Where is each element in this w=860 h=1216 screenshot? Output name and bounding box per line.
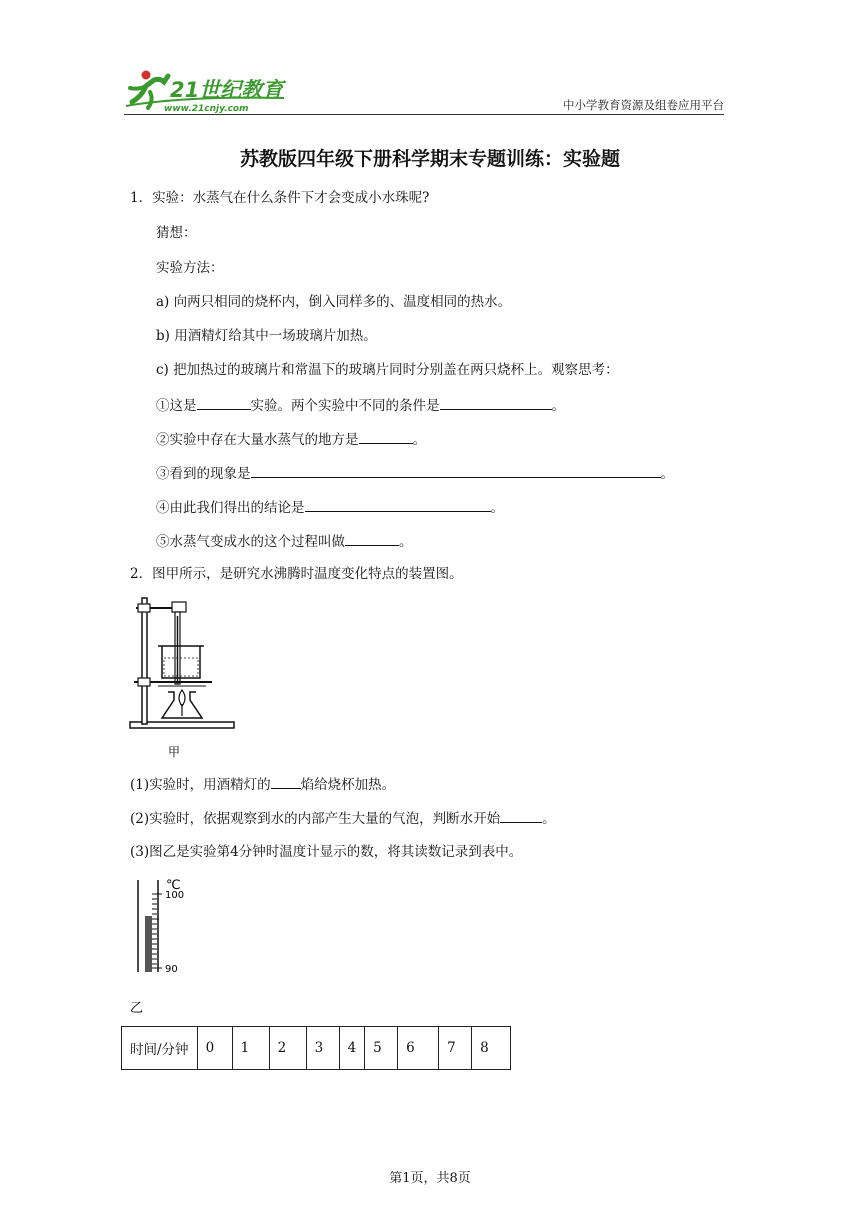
- q1-sub2: [156, 429, 426, 449]
- header-divider: [124, 114, 724, 115]
- q1-sub5-text-a: ⑤水蒸气变成水的这个过程叫做: [156, 534, 345, 550]
- q1-sub1-text-a: ①这是: [156, 398, 197, 414]
- q1-stem: 1．实验：水蒸气在什么条件下才会变成小水珠呢?: [130, 190, 430, 206]
- answer-blank[interactable]: [305, 497, 491, 512]
- q2-stem: 2．图甲所示，是研究水沸腾时温度变化特点的装置图。: [130, 566, 463, 582]
- answer-blank[interactable]: [440, 395, 552, 410]
- time-cell: 8: [472, 1027, 511, 1070]
- document-title: 苏教版四年级下册科学期末专题训练：实验题: [239, 148, 620, 170]
- q1-step-b: b) 用酒精灯给其中一场玻璃片加热。: [156, 328, 377, 344]
- q1-sub4: [156, 497, 504, 517]
- time-cell: 6: [398, 1027, 439, 1070]
- answer-blank[interactable]: [251, 463, 661, 478]
- q1-sub3-text-b: 。: [660, 466, 674, 482]
- q1-sub4-text-a: ④由此我们得出的结论是: [156, 500, 305, 516]
- page-footer: 第1页，共8页: [389, 1171, 471, 1186]
- logo-text: 21世纪教育: [170, 78, 284, 102]
- table-row: [122, 1027, 511, 1070]
- answer-blank[interactable]: [345, 531, 399, 546]
- q1-sub1-text-c: 。: [551, 398, 565, 414]
- q1-sub4-text-b: 。: [490, 500, 504, 516]
- answer-blank[interactable]: [500, 808, 542, 823]
- q1-method: 实验方法：: [156, 260, 224, 276]
- q2-part2-text-a: (2)实验时，依据观察到水的内部产生大量的气泡，判断水开始: [130, 811, 501, 827]
- thermo-90: 90: [165, 964, 178, 975]
- time-cell: 3: [306, 1027, 339, 1070]
- time-cell: 1: [232, 1027, 269, 1070]
- answer-blank[interactable]: [271, 774, 301, 789]
- time-cell: 7: [439, 1027, 472, 1070]
- answer-blank[interactable]: [359, 429, 413, 444]
- fig1-caption: 甲: [168, 745, 181, 759]
- time-cell: 2: [269, 1027, 306, 1070]
- q2-part1-text-b: 焰给烧杯加热。: [300, 777, 396, 793]
- q2-part1-text-a: (1)实验时，用酒精灯的: [130, 777, 271, 793]
- time-cell: 5: [365, 1027, 398, 1070]
- time-table: [121, 1026, 511, 1070]
- time-cell: 4: [339, 1027, 365, 1070]
- q1-sub2-text-b: 。: [412, 432, 426, 448]
- q1-sub3-text-a: ③看到的现象是: [156, 466, 251, 482]
- q1-step-c: c) 把加热过的玻璃片和常温下的玻璃片同时分别盖在两只烧杯上。观察思考：: [156, 362, 619, 378]
- platform-label: 中小学教育资源及组卷应用平台: [563, 98, 724, 112]
- q2-part2-text-b: 。: [542, 811, 556, 827]
- answer-blank[interactable]: [197, 395, 251, 410]
- boiling-apparatus-figure: [128, 594, 240, 764]
- q1-sub3: [156, 463, 674, 483]
- page-header: [124, 66, 724, 118]
- fig2-caption: 乙: [130, 1001, 144, 1014]
- 21cnjy-logo: [124, 66, 294, 114]
- q1-sub1-text-b: 实验。两个实验中不同的条件是: [250, 398, 440, 414]
- q1-sub1: [156, 395, 565, 415]
- q2-part1: [130, 774, 395, 794]
- q1-guess: 猜想：: [156, 225, 197, 241]
- q1-sub2-text-a: ②实验中存在大量水蒸气的地方是: [156, 432, 359, 448]
- thermometer-figure: [128, 874, 198, 1014]
- thermo-100: 100: [165, 890, 185, 901]
- thermo-unit: ℃: [166, 878, 181, 893]
- q1-sub5: [156, 531, 413, 551]
- q2-part2: [130, 808, 556, 828]
- time-cell: 0: [197, 1027, 232, 1070]
- table-header-cell: 时间/分钟: [122, 1027, 198, 1070]
- q1-step-a: a) 向两只相同的烧杯内，倒入同样多的、温度相同的热水。: [156, 294, 512, 310]
- q1-sub5-text-b: 。: [399, 534, 413, 550]
- logo-url: www.21cnjy.com: [164, 104, 249, 114]
- q2-part3: (3)图乙是实验第4分钟时温度计显示的数，将其读数记录到表中。: [130, 844, 523, 860]
